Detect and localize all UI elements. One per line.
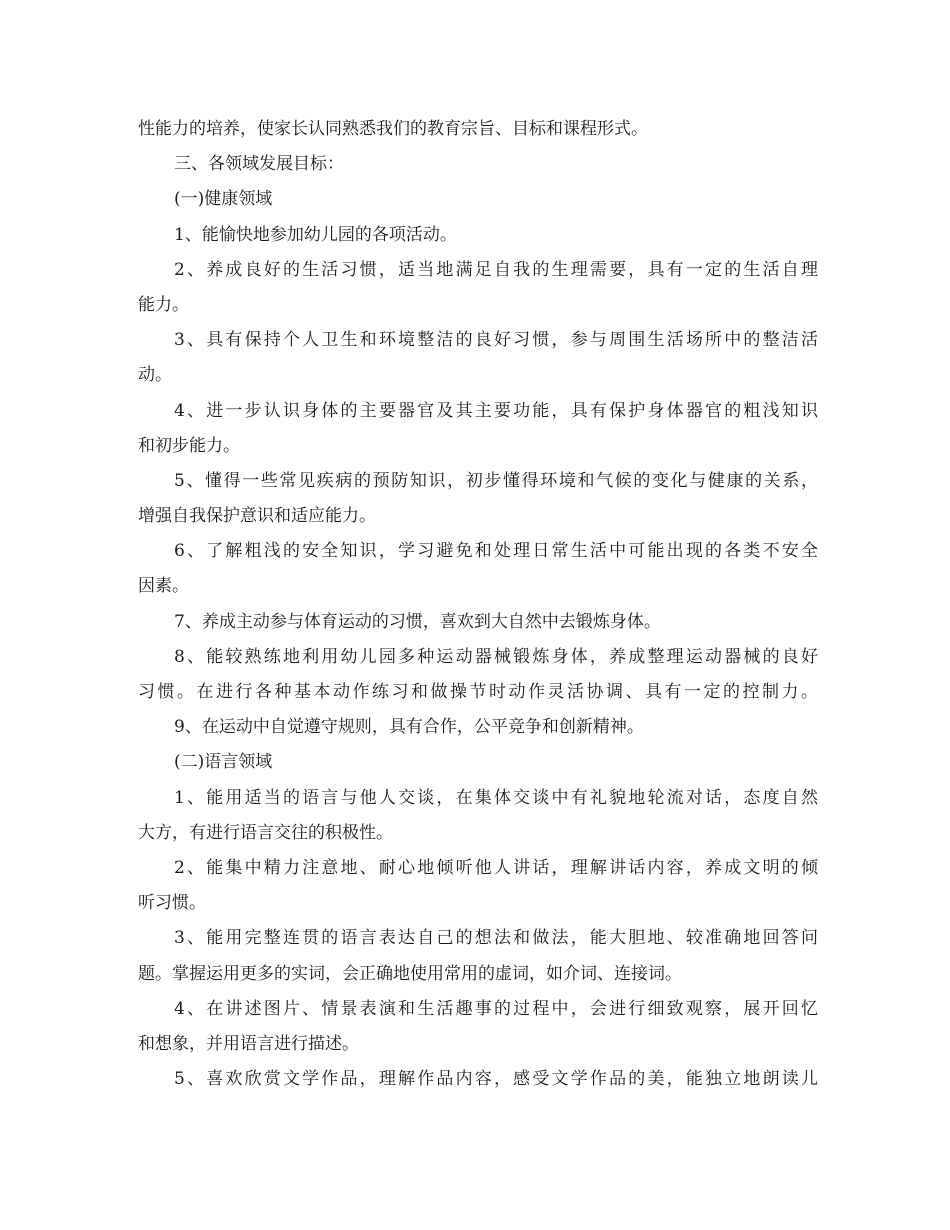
text-line: 4、在讲述图片、情景表演和生活趣事的过程中，会进行细致观察，展开回忆 — [174, 998, 818, 1019]
text-line: 和想象，并用语言进行描述。 — [138, 1033, 359, 1054]
text-line: 8、能较熟练地利用幼儿园多种运动器械锻炼身体，养成整理运动器械的良好 — [174, 646, 818, 667]
text-line: 动。 — [138, 365, 172, 386]
text-line: (二)语言领域 — [174, 752, 273, 773]
text-line: 增强自我保护意识和适应能力。 — [138, 506, 376, 527]
text-line: (一)健康领域 — [174, 189, 273, 210]
text-line: 因素。 — [138, 576, 189, 597]
text-line: 5、懂得一些常见疾病的预防知识，初步懂得环境和气候的变化与健康的关系， — [174, 470, 818, 491]
text-line: 大方，有进行语言交往的积极性。 — [138, 822, 393, 843]
text-line: 9、在运动中自觉遵守规则，具有合作，公平竞争和创新精神。 — [174, 717, 644, 738]
text-line: 1、能愉快地参加幼儿园的各项活动。 — [174, 224, 457, 245]
text-line: 2、养成良好的生活习惯，适当地满足自我的生理需要，具有一定的生活自理 — [174, 259, 818, 280]
text-line: 4、进一步认识身体的主要器官及其主要功能，具有保护身体器官的粗浅知识 — [174, 400, 818, 421]
document-body — [138, 112, 818, 1097]
text-line: 3、能用完整连贯的语言表达自己的想法和做法，能大胆地、较准确地回答问 — [174, 928, 818, 949]
text-line: 3、具有保持个人卫生和环境整洁的良好习惯，参与周围生活场所中的整洁活 — [174, 330, 818, 351]
text-line: 三、各领域发展目标： — [174, 154, 344, 175]
text-line: 6、了解粗浅的安全知识，学习避免和处理日常生活中可能出现的各类不安全 — [174, 541, 818, 562]
text-line: 2、能集中精力注意地、耐心地倾听他人讲话，理解讲话内容，养成文明的倾 — [174, 857, 818, 878]
text-line: 7、养成主动参与体育运动的习惯，喜欢到大自然中去锻炼身体。 — [174, 611, 661, 632]
text-line: 性能力的培养，使家长认同熟悉我们的教育宗旨、目标和课程形式。 — [138, 119, 648, 139]
text-line: 题。掌握运用更多的实词，会正确地使用常用的虚词，如介词、连接词。 — [138, 963, 682, 984]
text-line: 和初步能力。 — [138, 435, 240, 456]
text-line: 1、能用适当的语言与他人交谈，在集体交谈中有礼貌地轮流对话，态度自然 — [174, 787, 818, 808]
text-line: 5、喜欢欣赏文学作品，理解作品内容，感受文学作品的美，能独立地朗读儿 — [174, 1069, 818, 1090]
text-line: 能力。 — [138, 294, 189, 315]
text-line: 听习惯。 — [138, 893, 206, 914]
text-line: 习惯。在进行各种基本动作练习和做操节时动作灵活协调、具有一定的控制力。 — [138, 682, 818, 702]
